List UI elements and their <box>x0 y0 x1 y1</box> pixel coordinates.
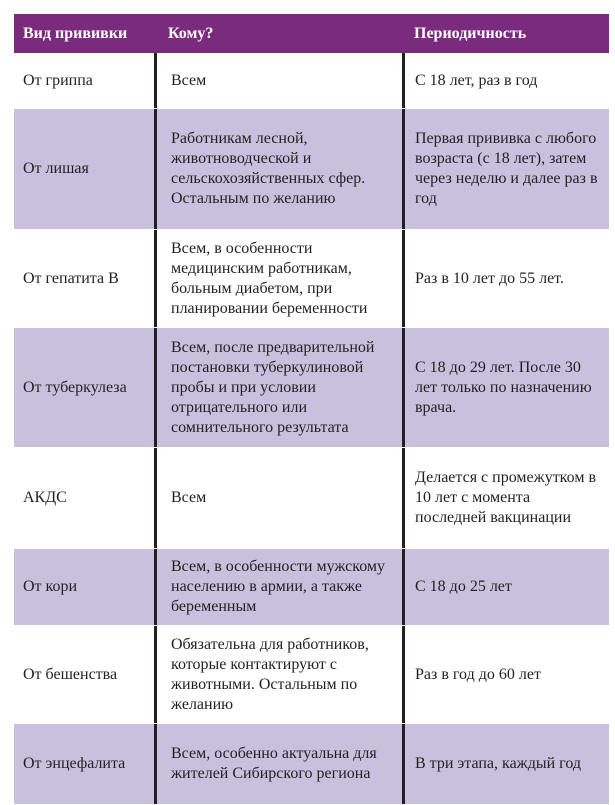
cell-who: Всем, в особенности медицинским работникам, больным диабетом, при планировании беременности <box>154 230 402 327</box>
cell-vaccine-type: От лишая <box>23 160 89 177</box>
table-row <box>14 230 609 328</box>
cell-periodicity: Раз в год до 60 лет <box>402 626 609 723</box>
cell-who: Обязательна для работников, которые контактируют с животными. Остальным по желанию <box>154 626 402 723</box>
header-who: Кому? <box>168 24 214 42</box>
cell-who: Всем <box>154 448 402 548</box>
cell-vaccine-type: От кори <box>23 578 78 595</box>
header-periodicity: Периодичность <box>414 24 527 42</box>
table-row <box>14 109 609 230</box>
cell-vaccine-type: АКДС <box>23 489 67 506</box>
vaccination-table <box>14 14 609 805</box>
cell-who: Всем <box>154 53 402 108</box>
table-row <box>14 549 609 626</box>
cell-periodicity: С 18 до 29 лет. После 30 лет только по назначению врача. <box>402 328 609 447</box>
cell-who: Работникам лесной, животноводческой и сельскохозяйственных сфер. Остальным по желанию <box>154 109 402 229</box>
cell-periodicity: Раз в 10 лет до 55 лет. <box>402 230 609 327</box>
cell-periodicity: С 18 лет, раз в год <box>402 53 609 108</box>
table-header <box>14 14 609 53</box>
table-row <box>14 724 609 805</box>
header-vaccine-type: Вид прививки <box>23 24 128 42</box>
cell-periodicity: В три этапа, каждый год <box>402 724 609 804</box>
table-row <box>14 626 609 724</box>
cell-who: Всем, после предварительной постановки туберкулиновой пробы и при условии отрицательного или сомнительного результата <box>154 328 402 447</box>
table-row <box>14 328 609 448</box>
cell-periodicity: Первая прививка с любого возраста (с 18 лет), затем через неделю и далее раз в год <box>402 109 609 229</box>
cell-periodicity: Делается с промежутком в 10 лет с момента последней вакцинации <box>402 448 609 548</box>
cell-vaccine-type: От туберкулеза <box>23 378 127 396</box>
cell-vaccine-type: От гриппа <box>23 71 93 89</box>
cell-periodicity: С 18 до 25 лет <box>402 549 609 625</box>
cell-vaccine-type: От гепатита В <box>23 269 119 287</box>
cell-vaccine-type: От энцефалита <box>23 755 126 772</box>
cell-who: Всем, в особенности мужскому населению в армии, а также беременным <box>154 549 402 625</box>
cell-who: Всем, особенно актуальна для жителей Сибирского региона <box>154 724 402 804</box>
cell-vaccine-type: От бешенства <box>23 665 118 683</box>
table-row <box>14 53 609 109</box>
table-row <box>14 448 609 549</box>
